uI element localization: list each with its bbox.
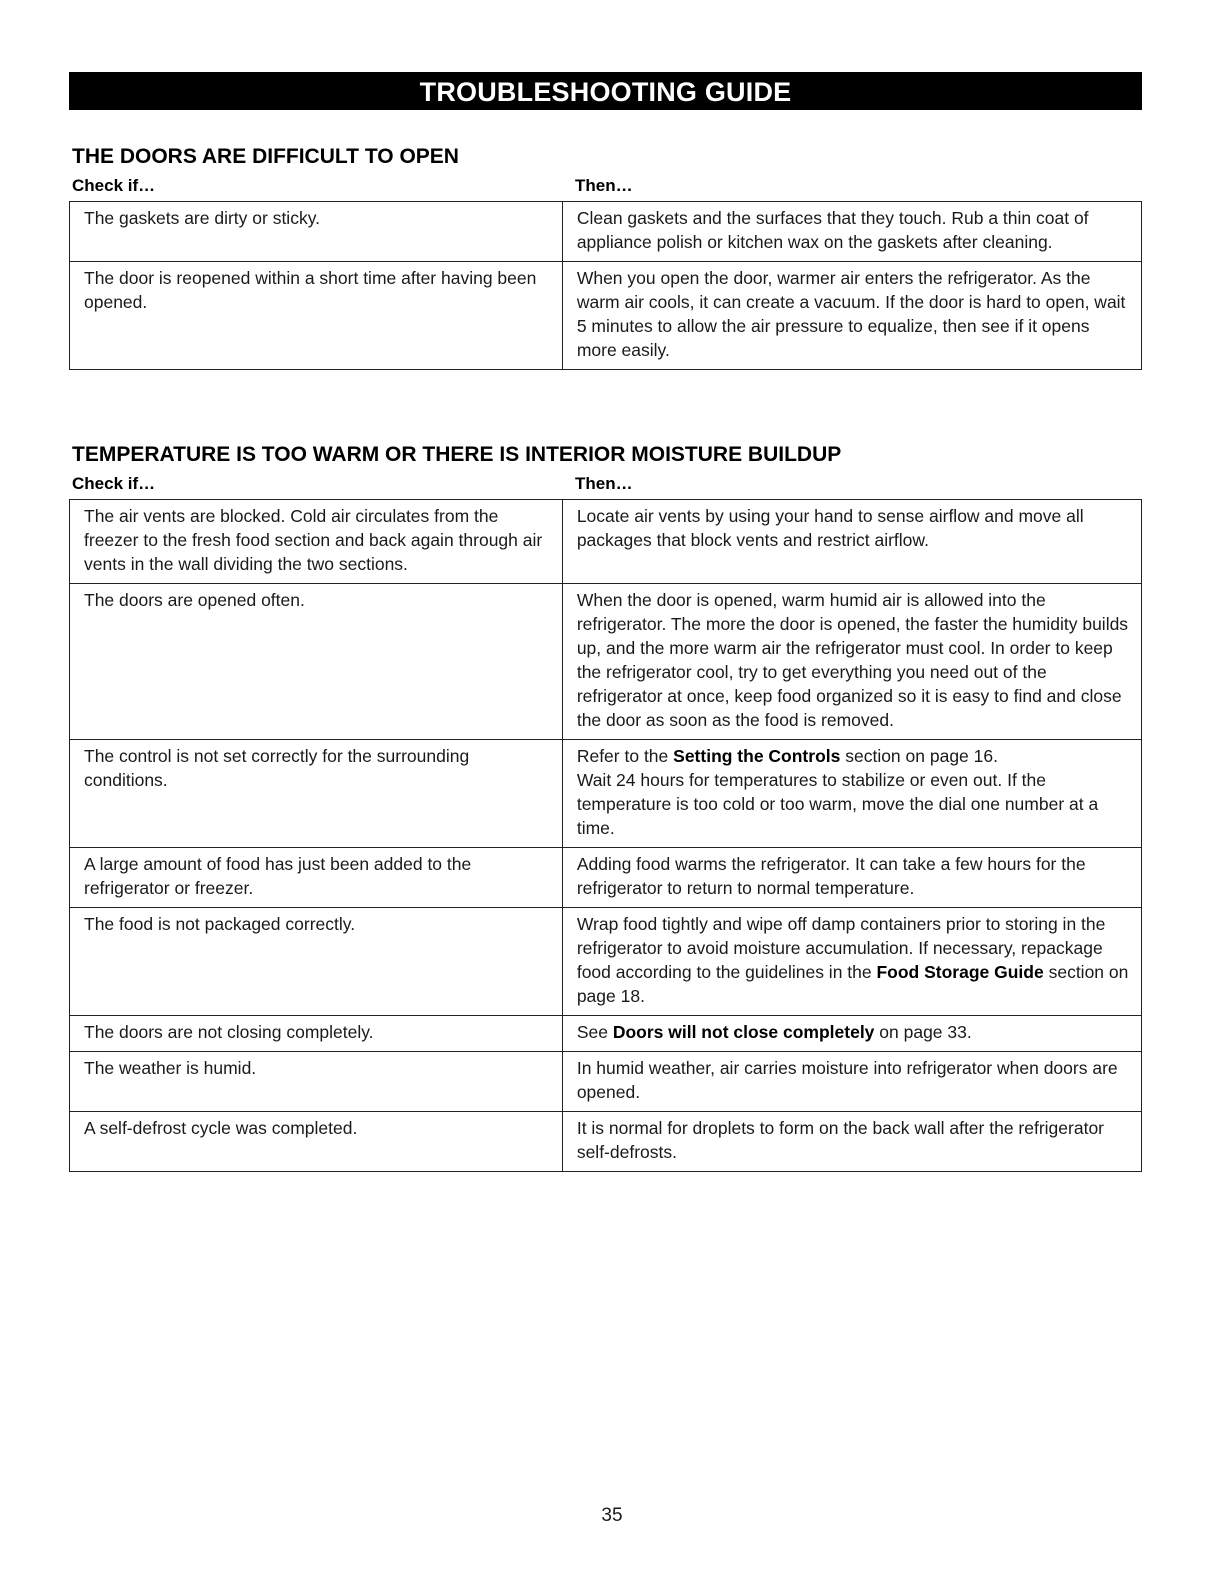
check-cell: The weather is humid. <box>70 1052 563 1112</box>
table-row <box>70 1052 1142 1112</box>
text-run: section on page 18. <box>576 962 1129 1006</box>
check-if-header: Check if… <box>72 176 156 195</box>
check-cell: The gaskets are dirty or sticky. <box>70 202 563 262</box>
table-row <box>70 202 1142 262</box>
table-row <box>70 908 1142 1016</box>
then-cell <box>562 908 1141 1016</box>
then-cell <box>562 848 1141 908</box>
section-doors-difficult <box>69 143 1142 370</box>
check-cell: A large amount of food has just been added to the refrigerator or freezer. <box>70 848 563 908</box>
table-row <box>70 262 1142 370</box>
text-run: Wrap food tightly and wipe off damp containers prior to storing in the refrigerator to avoid moisture accumulation. If necessary, repackage food according to the guidelines in the <box>576 914 1106 982</box>
then-cell <box>562 500 1141 584</box>
then-cell <box>562 740 1141 848</box>
table-row <box>70 1112 1142 1172</box>
table-row <box>70 740 1142 848</box>
guide-banner: TROUBLESHOOTING GUIDE <box>69 72 1142 110</box>
table-row <box>70 500 1142 584</box>
bold-reference: Doors will not close completely <box>612 1022 875 1042</box>
table-row <box>70 848 1142 908</box>
check-cell: The control is not set correctly for the surrounding conditions. <box>70 740 563 848</box>
check-cell: The door is reopened within a short time after having been opened. <box>70 262 563 370</box>
section-title: TEMPERATURE IS TOO WARM OR THERE IS INTERIOR MOISTURE BUILDUP <box>72 443 842 466</box>
text-run: section on page 16. <box>840 746 998 766</box>
then-cell <box>562 584 1141 740</box>
then-cell <box>562 1052 1141 1112</box>
check-cell: The air vents are blocked. Cold air circulates from the freezer to the fresh food section and back again through air vents in the wall dividing the two sections. <box>70 500 563 584</box>
text-run: Wait 24 hours for temperatures to stabilize or even out. If the temperature is too cold or too warm, move the dial one number at a time. <box>576 770 1099 838</box>
column-headers <box>69 469 1142 499</box>
check-cell: The doors are opened often. <box>70 584 563 740</box>
troubleshooting-table <box>69 201 1142 370</box>
table-row <box>70 584 1142 740</box>
text-run: When the door is opened, warm humid air is allowed into the refrigerator. The more the door is opened, the faster the humidity builds up, and the more warm air the refrigerator must cool. In order to keep the refrigerator cool, try to get everything you need out of the refrigerator at once, keep food organized so it is easy to find and close the door as soon as the food is removed. <box>576 590 1129 730</box>
column-headers <box>69 171 1142 201</box>
troubleshooting-table <box>69 499 1142 1172</box>
text-run: Refer to the <box>576 746 674 766</box>
then-cell <box>562 262 1141 370</box>
bold-reference: Food Storage Guide <box>876 962 1044 982</box>
then-cell <box>562 1016 1141 1052</box>
check-cell: The doors are not closing completely. <box>70 1016 563 1052</box>
then-header: Then… <box>575 474 633 493</box>
check-cell: A self-defrost cycle was completed. <box>70 1112 563 1172</box>
text-run: When you open the door, warmer air enters the refrigerator. As the warm air cools, it can create a vacuum. If the door is hard to open, wait 5 minutes to allow the air pressure to equalize, then see if it opens more easily. <box>576 268 1126 360</box>
bold-reference: Setting the Controls <box>673 746 841 766</box>
then-cell <box>562 1112 1141 1172</box>
text-run: Clean gaskets and the surfaces that they touch. Rub a thin coat of appliance polish or kitchen wax on the gaskets after cleaning. <box>576 208 1089 252</box>
check-if-header: Check if… <box>72 474 156 493</box>
text-run: In humid weather, air carries moisture into refrigerator when doors are opened. <box>576 1058 1118 1102</box>
text-run: Locate air vents by using your hand to sense airflow and move all packages that block vents and restrict airflow. <box>576 506 1084 550</box>
section-title: THE DOORS ARE DIFFICULT TO OPEN <box>72 145 459 168</box>
section-temperature-moisture <box>69 441 1142 1172</box>
text-run: See <box>576 1022 613 1042</box>
text-run: on page 33. <box>874 1022 972 1042</box>
check-cell: The food is not packaged correctly. <box>70 908 563 1016</box>
then-header: Then… <box>575 176 633 195</box>
table-row <box>70 1016 1142 1052</box>
text-run: Adding food warms the refrigerator. It can take a few hours for the refrigerator to return to normal temperature. <box>576 854 1086 898</box>
text-run: It is normal for droplets to form on the back wall after the refrigerator self-defrosts. <box>576 1118 1104 1162</box>
then-cell <box>562 202 1141 262</box>
page-number: 35 <box>601 1505 623 1526</box>
